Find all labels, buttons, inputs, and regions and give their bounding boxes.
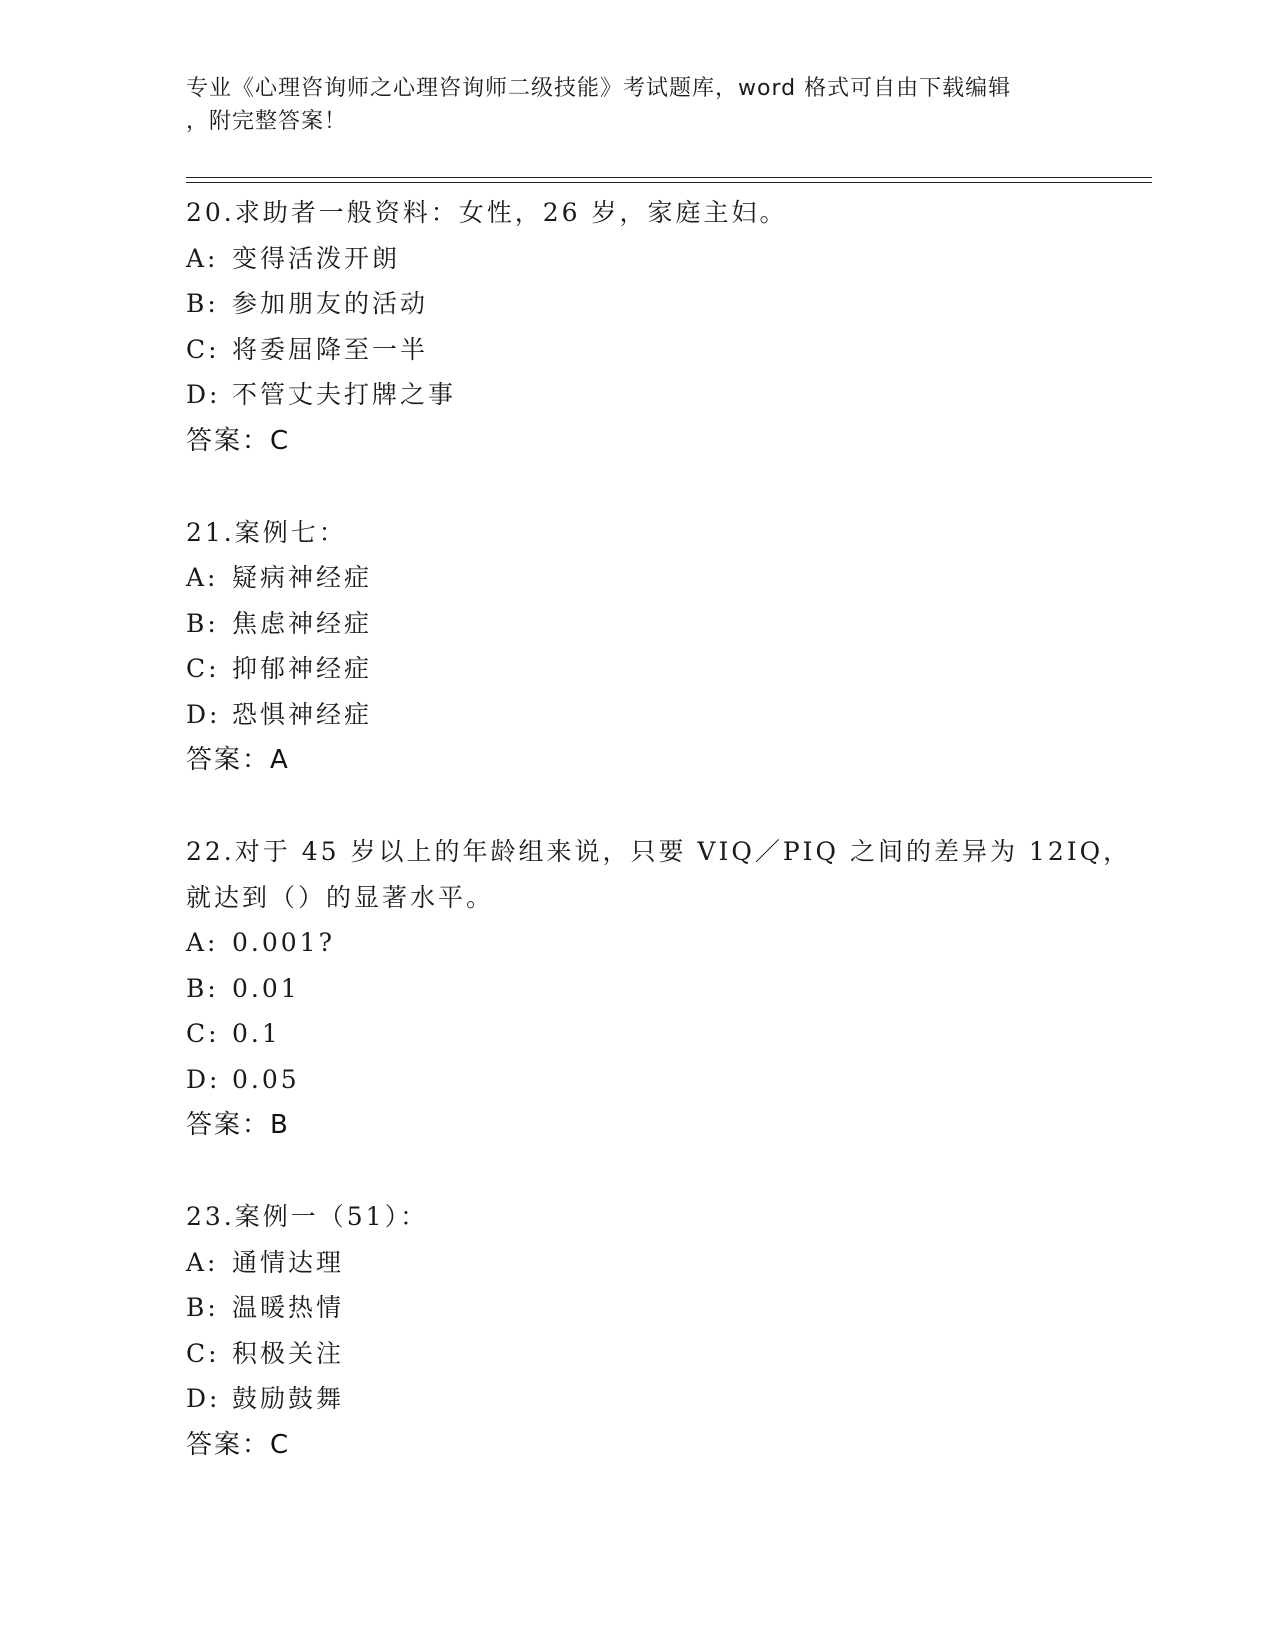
option-c [186,1331,1146,1377]
question-list [186,190,1146,1514]
option-text: 0.1 [232,1019,281,1048]
option-letter: C: [186,334,220,364]
option-a [186,1240,1146,1286]
question-stem: 20.求助者一般资料：女性，26 岁，家庭主妇。 [186,198,788,227]
option-letter: B: [186,973,219,1003]
option-text: 0.05 [232,1064,300,1094]
option-d [186,1376,1146,1422]
answer-line: 答案：A [186,745,290,775]
answer-line: 答案：C [186,425,291,456]
question-stem: 23.案例一（51）： [186,1202,429,1231]
question-stem: 22.对于 45 岁以上的年龄组来说，只要 VIQ／PIQ 之间的差异为 12IQ， [186,837,1132,866]
option-b [186,1285,1146,1331]
option-text: 积极关注 [232,1338,345,1368]
question-stem: 21.案例七： [186,517,347,547]
option-letter: A: [186,563,219,592]
option-letter: C: [186,1338,220,1368]
option-b [186,966,1146,1012]
option-letter: A: [186,1247,219,1277]
option-letter: B: [186,289,219,318]
option-text: 参加朋友的活动 [232,289,429,318]
option-letter: B: [186,1293,219,1322]
option-letter: D: [186,1064,221,1094]
option-c [186,1011,1146,1057]
option-text: 焦虑神经症 [232,608,373,638]
option-letter: A: [186,243,219,273]
option-b [186,601,1146,647]
option-text: 0.01 [232,973,300,1003]
option-d [186,692,1146,738]
option-letter: A: [186,928,219,957]
option-a [186,236,1146,282]
option-text: 将委屈降至一半 [232,334,429,364]
option-text: 通情达理 [232,1247,345,1277]
question-20 [186,190,1146,464]
option-text: 变得活泼开朗 [232,243,401,273]
answer-line: 答案：C [186,1429,291,1460]
answer-line: 答案：B [186,1110,290,1140]
header-line-1: 专业《心理咨询师之心理咨询师二级技能》考试题库，word 格式可自由下载编辑 [186,76,1012,101]
option-c [186,327,1146,373]
option-text: 不管丈夫打牌之事 [232,380,457,409]
option-c [186,646,1146,692]
option-text: 鼓励鼓舞 [232,1384,345,1413]
question-22 [186,829,1146,1148]
option-text: 抑郁神经症 [232,654,373,683]
option-d [186,372,1146,418]
option-text: 恐惧神经症 [232,699,373,729]
option-b [186,281,1146,327]
option-letter: D: [186,380,221,409]
option-text: 温暖热情 [232,1293,345,1322]
option-a [186,920,1146,966]
option-letter: B: [186,608,219,638]
option-letter: D: [186,699,221,729]
option-text: 疑病神经症 [232,563,373,592]
document-header [186,72,1086,138]
header-divider-bottom [186,182,1152,183]
option-a [186,555,1146,601]
option-letter: C: [186,1019,220,1048]
header-divider-top [186,177,1152,178]
option-letter: D: [186,1384,221,1413]
question-23 [186,1194,1146,1468]
question-stem-continued: 就达到（）的显著水平。 [186,882,495,912]
option-text: 0.001? [232,928,335,957]
option-d [186,1057,1146,1103]
option-letter: C: [186,654,220,683]
question-21 [186,510,1146,784]
header-line-2: ，附完整答案！ [186,109,348,134]
